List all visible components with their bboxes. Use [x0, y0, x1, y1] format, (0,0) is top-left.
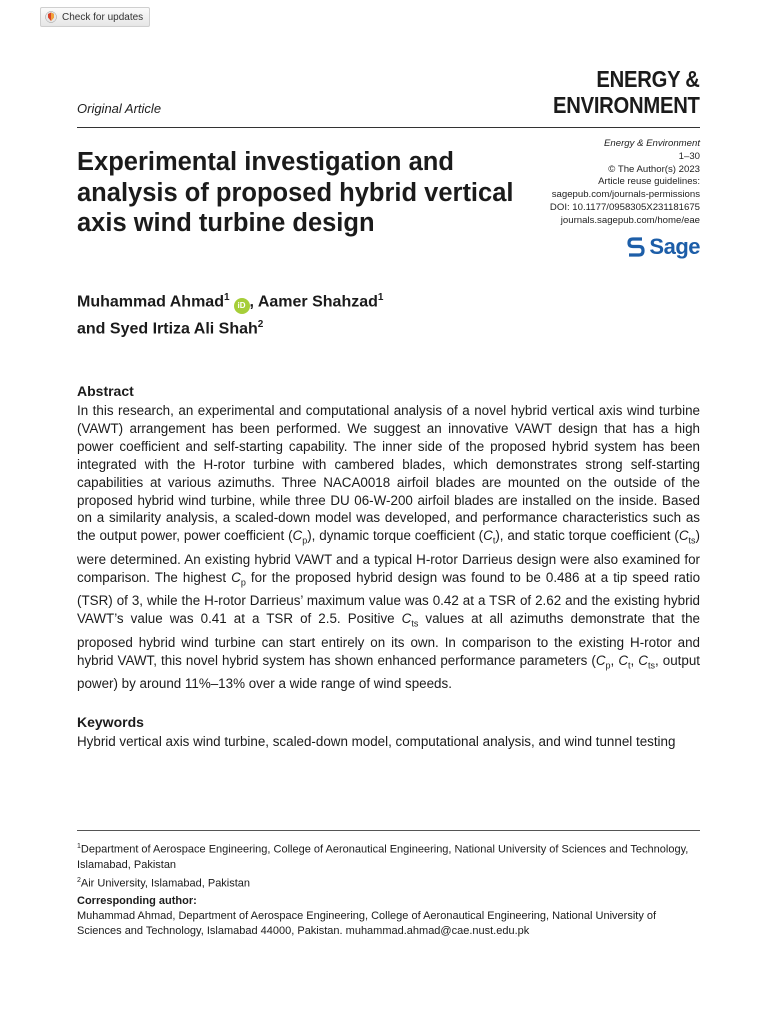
journal-logo-line1: ENERGY & — [596, 66, 700, 92]
abstract-fragment: , output power) by around 11%–13% over a wide range of wind speeds. — [77, 652, 700, 692]
meta-journal: Energy & Environment — [604, 138, 700, 149]
keywords-text: Hybrid vertical axis wind turbine, scaled-down model, computational analysis, and wind tunnel testing — [77, 734, 676, 749]
symbol: C — [678, 528, 689, 544]
abstract-fragment: In this research, an experimental and computational analysis of a novel hybrid vertical axis wind turbine (VAWT) arrangement has been performed. We suggest an innovative VAWT design that has a high power coefficient and self-starting capability. The inner side of the proposed hybrid system has been integrated with the H-rotor turbine with cambered blades, which demonstrates strong self-starting capabilities at various azimuths. Three NACA0018 airfoil blades are mounted on the outside of the proposed hybrid wind turbine, while three DU 06-W-200 airfoil blades are installed on the inside. Based on a similarity analysis, a scaled-down model was developed, and performance characteristics such as the output power, power coefficient ( — [77, 403, 700, 544]
abstract-fragment: ) were determined. An existing hybrid VAWT and a typical H-rotor Darrieus design were also examined for comparison. The highest — [77, 528, 700, 585]
separator: , — [610, 652, 619, 668]
abstract-text — [77, 402, 700, 693]
affiliation-mark: 2 — [77, 876, 81, 884]
abstract-heading: Abstract — [77, 383, 134, 399]
symbol: C — [595, 652, 606, 668]
sage-logo-text: Sage — [649, 234, 700, 259]
abstract-fragment: values at all azimuths demonstrate that the proposed hybrid wind turbine can start entirely on its own. In comparison to the existing H-rotor and hybrid VAWT, this novel hybrid system has shown enhanced performance parameters ( — [77, 611, 700, 668]
meta-home-link[interactable]: journals.sagepub.com/home/eae — [560, 214, 700, 226]
symbol: C — [292, 528, 303, 544]
check-updates-label: Check for updates — [62, 11, 144, 23]
separator: , — [630, 652, 639, 668]
subscript: p — [240, 577, 246, 588]
abstract-fragment: for the proposed hybrid design was found to be 0.486 at a tip speed ratio (TSR) of 3, while the H-rotor Darrieus’ maximum value was 0.42 at a TSR of 2.62 and the existing hybrid VAWT’s value was 0.41 at a TSR of 2.5. Positive — [77, 569, 701, 627]
subscript: p — [605, 660, 611, 671]
author-name[interactable]: Aamer Shahzad — [257, 293, 378, 311]
affiliation-text: Air University, Islamabad, Pakistan — [80, 877, 251, 890]
footnote-divider — [77, 830, 700, 831]
author-conjunction: and — [77, 320, 106, 338]
article-title: Experimental investigation and analysis of proposed hybrid vertical axis wind turbine design — [77, 148, 514, 237]
subscript: p — [302, 536, 308, 547]
journal-logo[interactable] — [553, 66, 700, 118]
affiliation-text: Department of Aerospace Engineering, College of Aeronautical Engineering, National University of Sciences and Technology, Islamabad, Pakistan — [77, 843, 689, 871]
subscript: ts — [647, 660, 655, 671]
subscript: t — [492, 536, 496, 547]
author-line-2 — [77, 314, 383, 339]
affiliation-mark: 2 — [257, 319, 264, 331]
check-updates-icon — [45, 11, 57, 23]
keywords-heading: Keywords — [77, 714, 144, 730]
affiliation-1 — [77, 839, 700, 873]
author-name[interactable]: Syed Irtiza Ali Shah — [109, 320, 258, 338]
check-for-updates-badge[interactable] — [40, 7, 150, 27]
sage-s-icon — [627, 237, 645, 257]
author-list — [77, 287, 383, 340]
sage-logo[interactable] — [627, 234, 700, 260]
affiliation-mark: 1 — [223, 292, 230, 303]
meta-pages: 1–30 — [678, 150, 700, 162]
header-divider — [77, 127, 700, 128]
subscript: t — [627, 660, 631, 671]
symbol: C — [231, 569, 241, 585]
footnotes — [77, 839, 700, 939]
journal-logo-line2: ENVIRONMENT — [553, 92, 700, 118]
symbol: C — [618, 652, 628, 668]
corresponding-author-heading: Corresponding author: — [77, 895, 197, 908]
affiliation-2 — [77, 873, 700, 892]
affiliation-mark: 1 — [77, 843, 81, 850]
meta-reuse: Article reuse guidelines: — [598, 176, 700, 188]
author-line-1: Muhammad Ahmad$^1$iD , Aamer Shahzad$^1$ — [77, 287, 383, 314]
subscript: ts — [688, 536, 696, 547]
symbol: C — [638, 652, 648, 668]
subscript: ts — [411, 618, 419, 629]
orcid-icon[interactable]: iD — [234, 298, 250, 314]
abstract-fragment: ), and static torque coefficient ( — [495, 528, 679, 544]
meta-doi[interactable]: DOI: 10.1177/0958305X231181675 — [549, 201, 700, 213]
affiliation-mark: 1 — [377, 292, 384, 303]
corresponding-author-text[interactable]: Muhammad Ahmad, Department of Aerospace Engineering, College of Aeronautical Engineering, National University of Sciences and Technology, Islamabad 44000, Pakistan. muhammad.ahmad@cae.nust.edu.pk — [77, 910, 657, 938]
abstract-fragment: ), dynamic torque coefficient ( — [307, 528, 484, 544]
article-metadata — [550, 138, 700, 228]
author-name[interactable]: Muhammad Ahmad — [77, 293, 224, 311]
symbol: C — [401, 611, 412, 627]
meta-permissions-link[interactable]: sagepub.com/journals-permissions — [551, 189, 700, 201]
symbol: C — [483, 528, 493, 544]
meta-copyright: © The Author(s) 2023 — [608, 163, 700, 175]
article-type: Original Article — [77, 101, 162, 116]
